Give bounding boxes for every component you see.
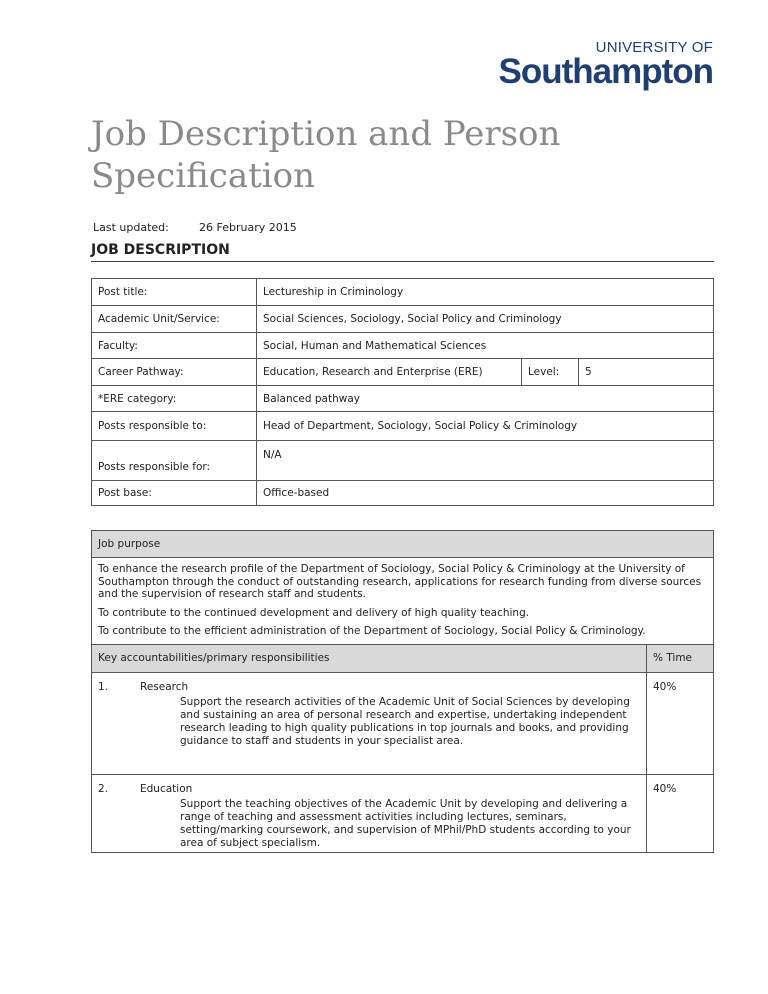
table-row [92,279,714,306]
post-base-value: Office-based [257,481,714,506]
ere-category-label: *ERE category: [92,386,257,412]
item-title: Education [140,782,193,795]
responsible-for-value: N/A [257,441,714,481]
accountabilities-heading: Key accountabilities/primary responsibilities [92,644,647,672]
accountability-item [92,774,647,852]
table-row [92,558,714,645]
table-row [92,333,714,359]
table-row [92,672,714,774]
academic-unit-value: Social Sciences, Sociology, Social Policy and Criminology [257,306,714,333]
academic-unit-label: Academic Unit/Service: [92,306,257,333]
level-value: 5 [579,359,714,386]
table-row [92,481,714,506]
accountability-item [92,672,647,774]
responsible-to-label: Posts responsible to: [92,412,257,441]
section-heading: JOB DESCRIPTION [91,242,230,258]
post-base-label: Post base: [92,481,257,506]
last-updated [93,221,297,234]
item-title: Research [140,680,189,693]
item-time: 40% [647,774,714,852]
responsible-for-label: Posts responsible for: [92,441,257,481]
table-row [92,644,714,672]
job-purpose-paragraph: To enhance the research profile of the Department of Sociology, Social Policy & Criminology at the University of Southampton through the conduct of outstanding research, applications for research funding from diverse sources and the supervision of research staff and students. [98,563,702,600]
logo-top-text: UNIVERSITY OF [595,39,713,56]
job-details-table [91,278,714,506]
faculty-value: Social, Human and Mathematical Sciences [257,333,714,359]
job-purpose-body [92,558,714,645]
post-title-label: Post title: [92,279,257,306]
item-description: Support the research activities of the Academic Unit of Social Sciences by developing and sustaining an area of personal research and expertise, undertaking independent research leading to high quality publications in top journals and books, and providing guidance to staff and students in your specialist area. [180,695,630,747]
page-title: Job Description and Person Specification [91,114,561,196]
section-divider [91,261,714,262]
table-row [92,774,714,852]
faculty-label: Faculty: [92,333,257,359]
table-row [92,412,714,441]
job-purpose-table [91,530,714,853]
table-row [92,386,714,412]
item-time: 40% [647,672,714,774]
job-purpose-heading: Job purpose [92,531,714,558]
post-title-value: Lectureship in Criminology [257,279,714,306]
table-row [92,359,714,386]
table-row [92,441,714,481]
logo-main-text: Southampton [498,52,713,91]
last-updated-label: Last updated: [93,221,169,234]
career-pathway-label: Career Pathway: [92,359,257,386]
item-number: 2. [98,782,109,795]
item-number: 1. [98,680,109,693]
university-logo [498,40,713,89]
career-pathway-value: Education, Research and Enterprise (ERE) [257,359,522,386]
responsible-to-value: Head of Department, Sociology, Social Policy & Criminology [257,412,714,441]
time-heading: % Time [647,644,714,672]
level-label: Level: [522,359,579,386]
item-description: Support the teaching objectives of the Academic Unit by developing and delivering a range of teaching and assessment activities including lectures, seminars, setting/marking coursework, and supervision of MPhil/PhD students according to your area of subject specialism. [180,797,631,849]
table-row [92,531,714,558]
ere-category-value: Balanced pathway [257,386,714,412]
job-purpose-paragraph: To contribute to the efficient administration of the Department of Sociology, Social Policy & Criminology. [98,625,646,637]
job-purpose-paragraph: To contribute to the continued development and delivery of high quality teaching. [98,606,530,619]
last-updated-value: 26 February 2015 [199,221,297,234]
table-row [92,306,714,333]
